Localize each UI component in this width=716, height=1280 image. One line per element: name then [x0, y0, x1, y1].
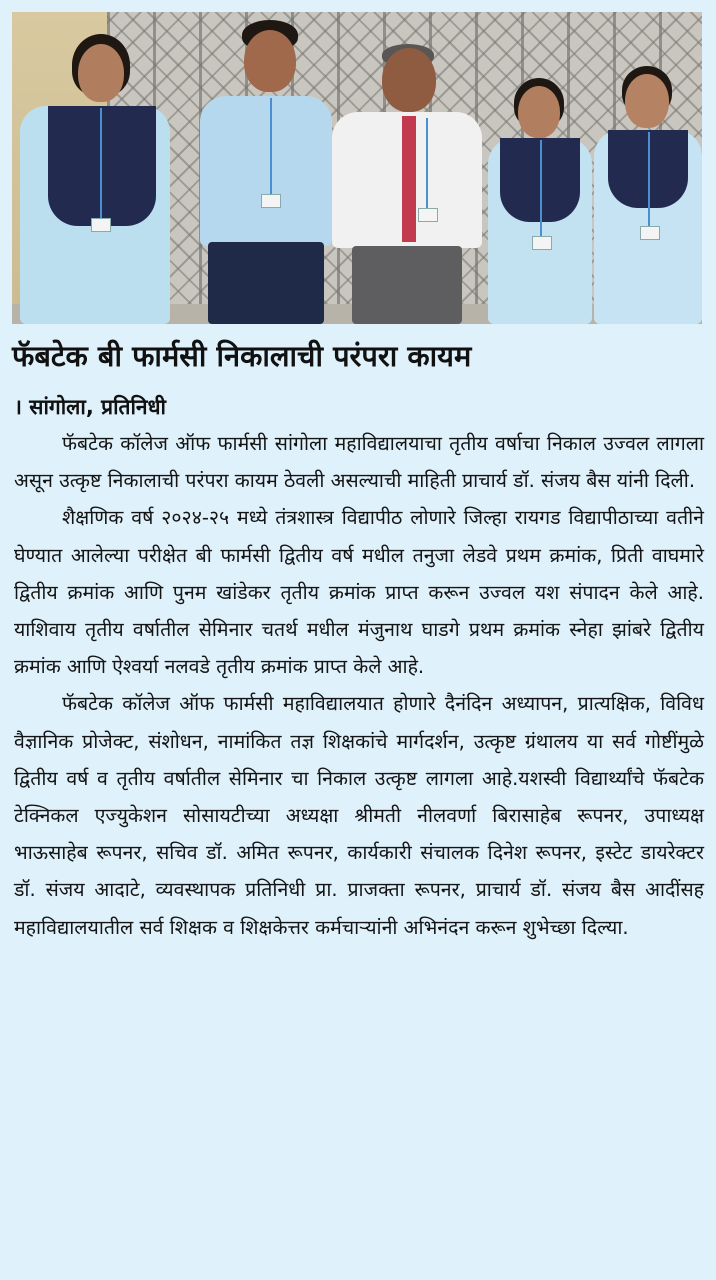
- article-body: [14, 425, 704, 946]
- article-headline: फॅबटेक बी फार्मसी निकालाची परंपरा कायम: [12, 339, 472, 373]
- photo-person-1: [18, 34, 168, 324]
- photo-person-4: [488, 78, 592, 324]
- article-dateline: । सांगोला, प्रतिनिधी: [14, 395, 166, 419]
- article-paragraph-2: शैक्षणिक वर्ष २०२४-२५ मध्ये तंत्रशास्त्र विद्यापीठ लोणारे जिल्हा रायगड विद्यापीठाच्या वतीने घेण्यात आलेल्या परीक्षेत बी फार्मसी द्वितीय वर्ष मधील तनुजा लेडवे प्रथम क्रमांक, प्रिती वाघमारे द्वितीय क्रमांक आणि पुनम खांडेकर तृतीय क्रमांक प्राप्त करून उज्वल यश संपादन केले आहे. याशिवाय तृतीय वर्षातील सेमिनार चतर्थ मधील मंजुनाथ घाडगे प्रथम क्रमांक स्नेहा झांबरे द्वितीय क्रमांक आणि ऐश्वर्या नलवडे तृतीय क्रमांक प्राप्त केले आहे.: [14, 506, 704, 679]
- article-paragraph-1: फॅबटेक कॉलेज ऑफ फार्मसी सांगोला महाविद्यालयाचा तृतीय वर्षाचा निकाल उज्वल लागला असून उत्कृष्ट निकालाची परंपरा कायम ठेवली असल्याची माहिती प्राचार्य डॉ. संजय बैस यांनी दिली.: [14, 432, 704, 493]
- photo-person-5: [594, 66, 702, 324]
- article-paragraph-3: फॅबटेक कॉलेज ऑफ फार्मसी महाविद्यालयात होणारे दैनंदिन अध्यापन, प्रात्यक्षिक, विविध वैज्ञानिक प्रोजेक्ट, संशोधन, नामांकित तज्ञ शिक्षकांचे मार्गदर्शन, उत्कृष्ट ग्रंथालय या सर्व गोष्टींमुळे द्वितीय वर्ष व तृतीय वर्षातील सेमिनार चा निकाल उत्कृष्ट लागला आहे.यशस्वी विद्यार्थ्यांचे फॅबटेक टेक्निकल एज्युकेशन सोसायटीच्या अध्यक्षा श्रीमती नीलवर्णा बिरासाहेब रूपनर, उपाध्यक्ष भाऊसाहेब रूपनर, सचिव डॉ. अमित रूपनर, कार्यकारी संचालक दिनेश रूपनर, इस्टेट डायरेक्टर डॉ. संजय आदाटे, व्यवस्थापक प्रतिनिधी प्रा. प्राजक्ता रूपनर, प्राचार्य डॉ. संजय बैस आदींसह महाविद्यालयातील सर्व शिक्षक व शिक्षकेत्तर कर्मचाऱ्यांनी अभिनंदन करून शुभेच्छा दिल्या.: [14, 692, 704, 939]
- group-photo: [12, 12, 702, 324]
- photo-person-2: [196, 20, 336, 324]
- photo-person-3: [332, 42, 482, 324]
